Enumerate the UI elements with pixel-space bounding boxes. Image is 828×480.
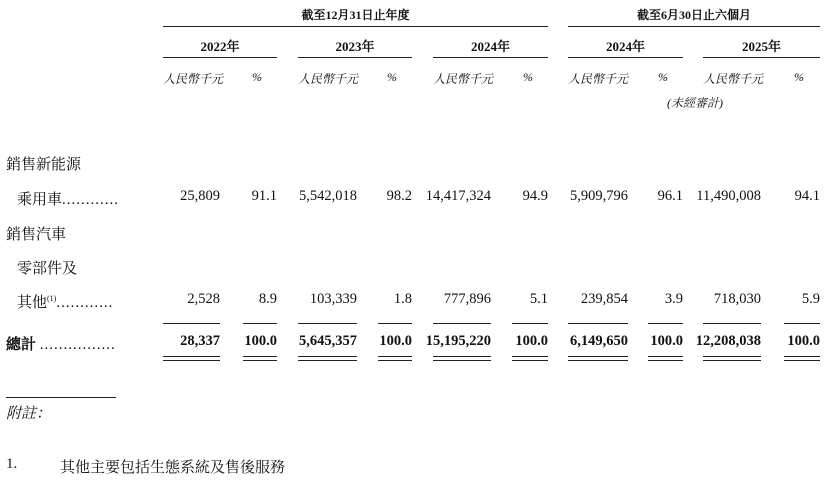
year-rule-2023 (298, 57, 412, 58)
total-double-rule (433, 356, 491, 357)
footnote-ref: (1) (47, 294, 57, 303)
pct-header-2025-h1: % (794, 70, 804, 84)
total-double-rule (298, 360, 357, 361)
total-double-rule (703, 356, 761, 357)
group-header-six-months: 截至6月30日止六個月 (636, 8, 751, 22)
pct-header-2022: % (252, 70, 262, 84)
row-label-total-text: 總計 (6, 337, 37, 353)
row-leader-dots: ............ (56, 295, 114, 311)
total-double-rule (648, 360, 683, 361)
cell-parts-5: 5.1 (529, 291, 548, 307)
unit-header-2022: 人民幣千元 (163, 72, 224, 86)
cell-nev-1: 91.1 (251, 188, 277, 204)
cell-nev-4: 14,417,324 (425, 188, 491, 204)
cell-nev-2: 5,542,018 (299, 188, 357, 204)
pct-header-2023: % (387, 70, 397, 84)
cell-parts-3: 1.8 (393, 291, 412, 307)
total-double-rule (512, 360, 548, 361)
cell-nev-9: 94.1 (794, 188, 820, 204)
cell-parts-7: 3.9 (664, 291, 683, 307)
cell-nev-0: 25,809 (180, 188, 220, 204)
cell-total-2: 5,645,357 (299, 333, 357, 349)
total-double-rule (378, 356, 412, 357)
row-label-nev-line1: 銷售新能源 (6, 157, 82, 173)
cell-parts-4: 777,896 (443, 291, 491, 307)
year-rule-2022 (163, 57, 277, 58)
year-rule-2024-h1 (568, 57, 683, 58)
total-double-rule (703, 360, 761, 361)
total-double-rule (568, 356, 628, 357)
cell-nev-3: 98.2 (386, 188, 412, 204)
row-leader-dots: ................ (39, 337, 116, 353)
cell-parts-1: 8.9 (258, 291, 277, 307)
row-label-parts-line3 (17, 291, 113, 312)
subtotal-rule (512, 323, 548, 324)
cell-parts-9: 5.9 (801, 291, 820, 307)
group-header-h1-rule (568, 26, 820, 27)
cell-total-7: 100.0 (650, 333, 683, 349)
cell-total-1: 100.0 (244, 333, 277, 349)
row-label-nev-line2 (17, 188, 119, 209)
cell-nev-7: 96.1 (657, 188, 683, 204)
total-double-rule (648, 356, 683, 357)
subtotal-rule (568, 323, 628, 324)
year-header-2024-h1: 2024年 (605, 39, 645, 54)
subtotal-rule (243, 323, 277, 324)
total-double-rule (163, 356, 220, 357)
cell-total-5: 100.0 (515, 333, 548, 349)
subtotal-rule (298, 323, 357, 324)
note-text: 其他主要包括生態系統及售後服務 (60, 460, 286, 476)
total-double-rule (784, 360, 820, 361)
total-double-rule (243, 356, 277, 357)
subtotal-rule (378, 323, 412, 324)
subtotal-rule (433, 323, 491, 324)
unaudited-note: (未經審計) (667, 96, 723, 110)
pct-header-2024-h1: % (658, 70, 668, 84)
subtotal-rule (784, 323, 820, 324)
year-rule-2024-fy (433, 57, 548, 58)
cell-total-3: 100.0 (379, 333, 412, 349)
total-double-rule (378, 360, 412, 361)
total-double-rule (568, 360, 628, 361)
subtotal-rule (648, 323, 683, 324)
row-label-parts-text: 其他 (17, 295, 48, 311)
notes-heading: 附註： (6, 406, 52, 422)
note-number: 1. (6, 456, 18, 472)
cell-nev-5: 94.9 (522, 188, 548, 204)
subtotal-rule (163, 323, 220, 324)
cell-parts-2: 103,339 (309, 291, 357, 307)
cell-nev-8: 11,490,008 (696, 188, 761, 204)
cell-parts-8: 718,030 (713, 291, 761, 307)
cell-total-0: 28,337 (180, 333, 220, 349)
year-header-2025-h1: 2025年 (741, 39, 781, 54)
cell-parts-0: 2,528 (187, 291, 220, 307)
unit-header-2025-h1: 人民幣千元 (703, 72, 764, 86)
total-double-rule (433, 360, 491, 361)
subtotal-rule (703, 323, 761, 324)
row-leader-dots: ............ (62, 192, 120, 208)
group-header-fiscal-year: 截至12月31日止年度 (301, 8, 410, 22)
unit-header-2024-h1: 人民幣千元 (568, 72, 629, 86)
cell-total-4: 15,195,220 (425, 333, 491, 349)
year-rule-2025-h1 (703, 57, 820, 58)
cell-parts-6: 239,854 (580, 291, 628, 307)
group-header-fy-rule (163, 26, 548, 27)
year-header-2024-fy: 2024年 (470, 39, 510, 54)
year-header-2023: 2023年 (335, 39, 375, 54)
cell-total-6: 6,149,650 (570, 333, 628, 349)
unit-header-2023: 人民幣千元 (298, 72, 359, 86)
total-double-rule (512, 356, 548, 357)
total-double-rule (298, 356, 357, 357)
total-double-rule (243, 360, 277, 361)
row-label-nev-text: 乘用車 (17, 192, 63, 208)
year-header-2022: 2022年 (200, 39, 240, 54)
cell-total-8: 12,208,038 (695, 333, 761, 349)
cell-total-9: 100.0 (787, 333, 820, 349)
total-double-rule (163, 360, 220, 361)
cell-nev-6: 5,909,796 (570, 188, 628, 204)
pct-header-2024-fy: % (523, 70, 533, 84)
row-label-total (6, 333, 116, 354)
total-double-rule (784, 356, 820, 357)
unit-header-2024-fy: 人民幣千元 (433, 72, 494, 86)
notes-separator (6, 397, 116, 398)
row-label-parts-line2: 零部件及 (17, 261, 78, 277)
row-label-parts-line1: 銷售汽車 (6, 227, 67, 243)
